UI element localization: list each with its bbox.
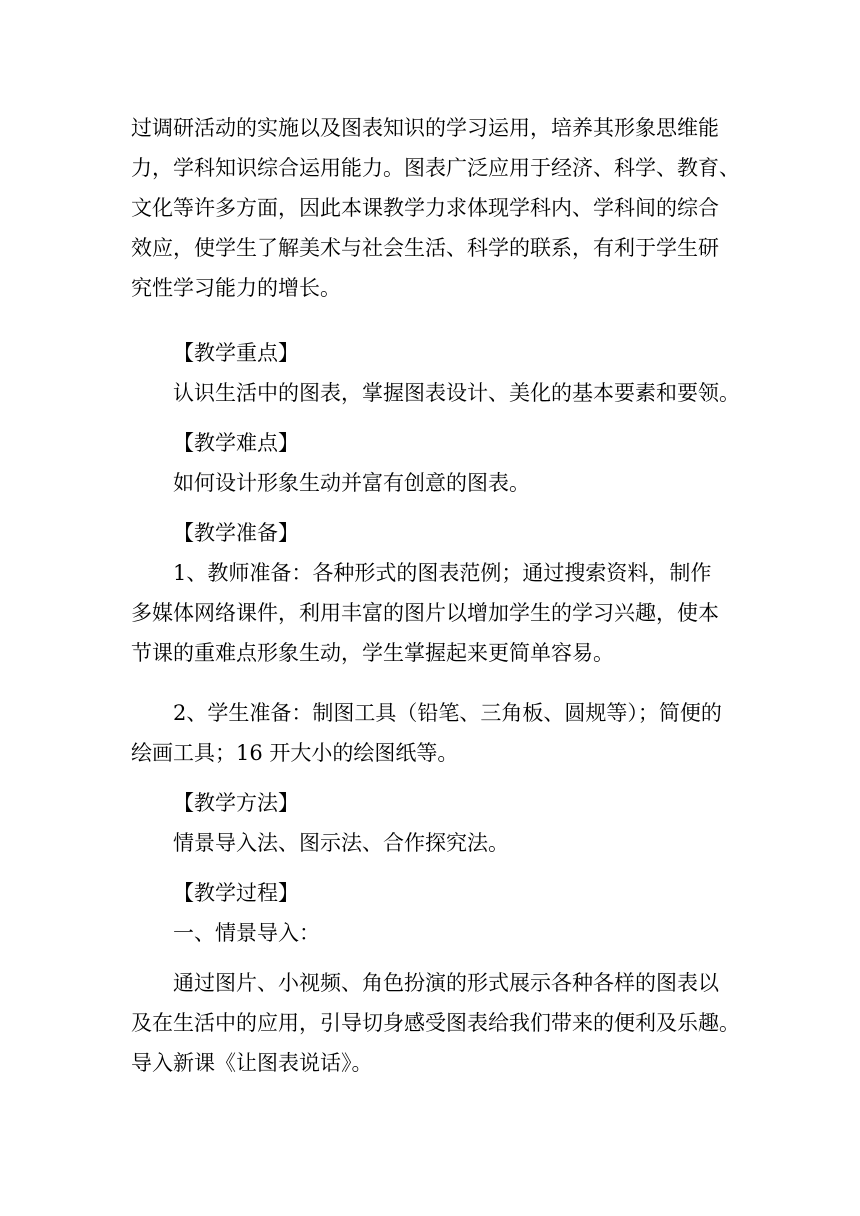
paragraph-line: 力，学科知识综合运用能力。图表广泛应用于经济、科学、教育、	[131, 156, 740, 180]
student-preparation-line: 绘画工具；16 开大小的绘图纸等。	[131, 741, 459, 765]
paragraph-line: 文化等许多方面，因此本课教学力求体现学科内、学科间的综合	[131, 196, 719, 220]
process-step-body	[131, 963, 741, 1083]
methods-section	[131, 783, 741, 863]
key-points-text: 认识生活中的图表，掌握图表设计、美化的基本要素和要领。	[173, 381, 740, 405]
process-step-title: 一、情景导入：	[173, 921, 320, 945]
key-points-heading: 【教学重点】	[173, 341, 299, 365]
methods-heading: 【教学方法】	[173, 791, 299, 815]
preparation-heading: 【教学准备】	[173, 521, 299, 545]
difficulty-section	[131, 423, 741, 503]
preparation-section	[131, 513, 741, 673]
methods-text: 情景导入法、图示法、合作探究法。	[173, 831, 509, 855]
teacher-preparation-line: 1、教师准备：各种形式的图表范例；通过搜索资料，制作	[173, 561, 712, 585]
difficulty-heading: 【教学难点】	[173, 431, 299, 455]
teacher-preparation-line: 节课的重难点形象生动，学生掌握起来更简单容易。	[131, 641, 614, 665]
paragraph-line: 过调研活动的实施以及图表知识的学习运用，培养其形象思维能	[131, 116, 719, 140]
process-section	[131, 873, 741, 953]
teacher-preparation-line: 多媒体网络课件，利用丰富的图片以增加学生的学习兴趣，使本	[131, 601, 719, 625]
paragraph-line: 究性学习能力的增长。	[131, 276, 341, 300]
difficulty-text: 如何设计形象生动并富有创意的图表。	[173, 471, 530, 495]
key-points-section	[131, 333, 741, 413]
process-step-line: 及在生活中的应用，引导切身感受图表给我们带来的便利及乐趣。	[131, 1011, 740, 1035]
process-step-line: 导入新课《让图表说话》。	[131, 1051, 373, 1075]
paragraph-line: 效应，使学生了解美术与社会生活、科学的联系，有利于学生研	[131, 236, 719, 260]
process-heading: 【教学过程】	[173, 881, 299, 905]
student-preparation-line: 2、学生准备：制图工具（铅笔、三角板、圆规等）；简便的	[173, 701, 722, 725]
document-body	[131, 108, 741, 308]
student-preparation-section	[131, 693, 741, 773]
process-step-line: 通过图片、小视频、角色扮演的形式展示各种各样的图表以	[173, 971, 719, 995]
